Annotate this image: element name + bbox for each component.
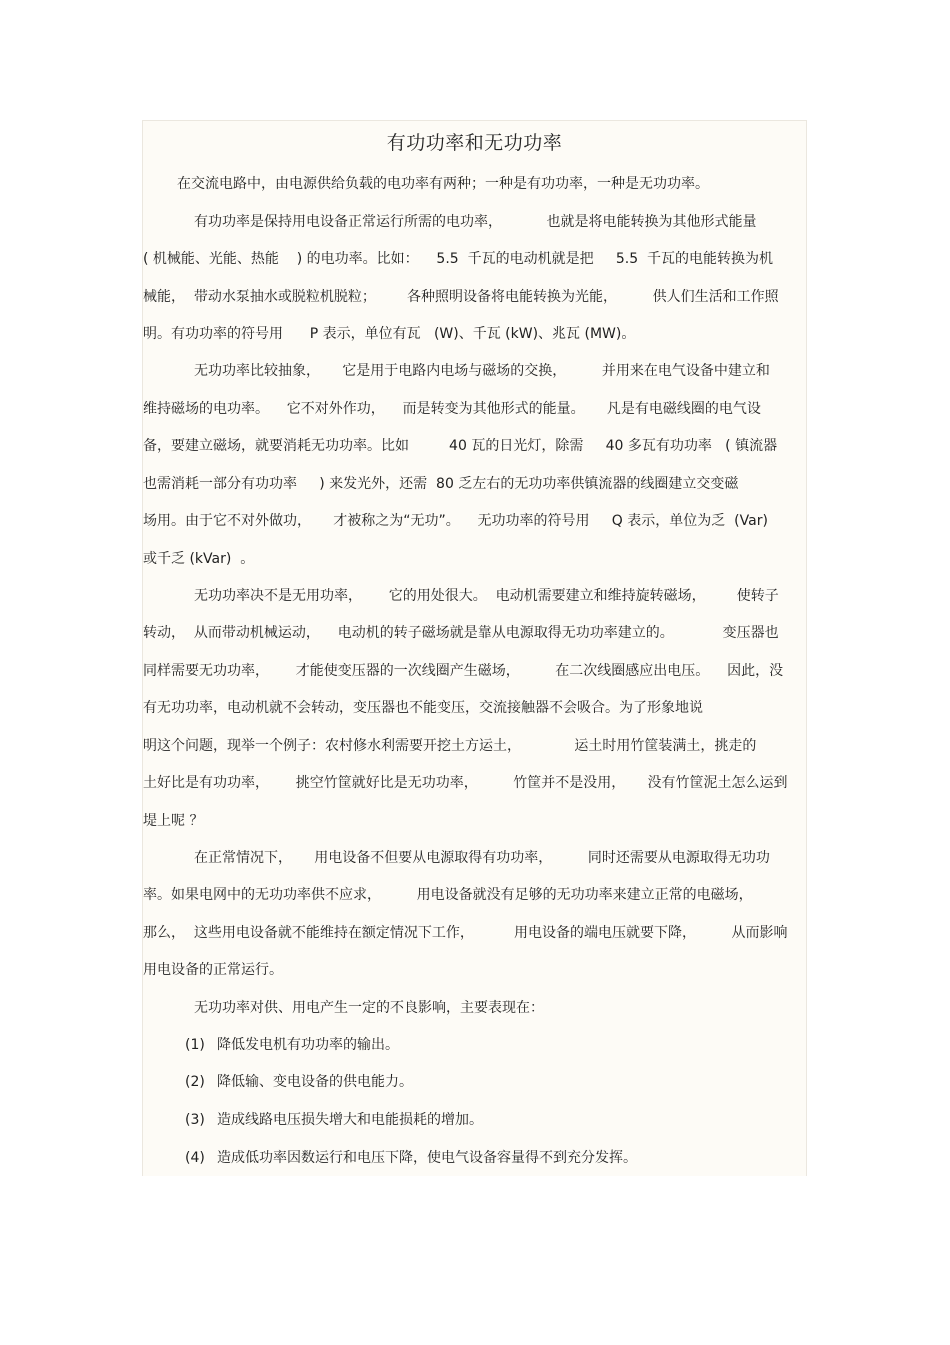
paragraph-line: 明。有功功率的符号用 P 表示，单位有瓦 (W)、千瓦 (kW)、兆瓦 (MW)。 (143, 326, 636, 342)
paragraph-line: 有无功功率，电动机就不会转动，变压器也不能变压，交流接触器不会吸合。为了形象地说 (143, 700, 703, 716)
list-item-text: 降低输、变电设备的供电能力。 (217, 1074, 413, 1090)
paragraph-line: 或千乏 (kVar) 。 (143, 551, 255, 567)
paragraph-line: 明这个问题，现举一个例子：农村修水利需要开挖土方运土， 运土时用竹筐装满土，挑走的 (143, 738, 757, 754)
list-item-number: (4) (185, 1150, 205, 1166)
document-title: 有功功率和无功功率 (386, 132, 563, 154)
list-item-number: (2) (185, 1074, 205, 1090)
list-item-number: (1) (185, 1037, 205, 1053)
list-item (185, 1072, 413, 1092)
paragraph-line: 备，要建立磁场，就要消耗无功功率。比如 40 瓦的日光灯，除需 40 多瓦有功功率 ( 镇流器 (143, 438, 778, 454)
paragraph-line: 转动， 从而带动机械运动， 电动机的转子磁场就是靠从电源取得无功功率建立的。 变压器也 (143, 625, 779, 641)
paragraph-line: 率。如果电网中的无功功率供不应求， 用电设备就没有足够的无功功率来建立正常的电磁场， (143, 887, 753, 903)
paragraph-line: 无功功率对供、用电产生一定的不良影响，主要表现在： (194, 1000, 544, 1016)
paragraph-line: 用电设备的正常运行。 (143, 962, 283, 978)
paragraph-line: 土好比是有功功率， 挑空竹筐就好比是无功功率， 竹筐并不是没用， 没有竹筐泥土怎么运到 (143, 775, 788, 791)
paragraph-line: 无功功率比较抽象， 它是用于电路内电场与磁场的交换， 并用来在电气设备中建立和 (194, 363, 770, 379)
list-item-number: (3) (185, 1112, 205, 1128)
list-item-text: 造成低功率因数运行和电压下降，使电气设备容量得不到充分发挥。 (217, 1150, 637, 1166)
list-item-text: 造成线路电压损失增大和电能损耗的增加。 (217, 1112, 483, 1128)
list-item (185, 1148, 637, 1168)
paragraph-line: 也需消耗一部分有功功率 ) 来发光外，还需 80 乏左右的无功功率供镇流器的线圈建立交变磁 (143, 476, 739, 492)
paragraph-line: 场用。由于它不对外做功， 才被称之为“无功”。 无功功率的符号用 Q 表示，单位为乏 (Var) (143, 513, 768, 529)
list-item-text: 降低发电机有功功率的输出。 (217, 1037, 399, 1053)
list-item (185, 1110, 483, 1130)
paragraph-line: 有功功率是保持用电设备正常运行所需的电功率， 也就是将电能转换为其他形式能量 (194, 214, 757, 230)
paragraph-line: 无功功率决不是无用功率， 它的用处很大。 电动机需要建立和维持旋转磁场， 使转子 (194, 588, 779, 604)
paragraph-line: 堤上呢 ？ (143, 813, 204, 829)
paragraph-line: ( 机械能、光能、热能 ) 的电功率。比如： 5.5 千瓦的电动机就是把 5.5 千瓦的电能转换为机 (143, 251, 774, 267)
paragraph-line: 维持磁场的电功率。 它不对外作功， 而是转变为其他形式的能量。 凡是有电磁线圈的电气设 (143, 401, 761, 417)
paragraph-line: 那么， 这些用电设备就不能维持在额定情况下工作， 用电设备的端电压就要下降， 从而影响 (143, 925, 788, 941)
list-item (185, 1035, 399, 1055)
paragraph-line: 同样需要无功功率， 才能使变压器的一次线圈产生磁场， 在二次线圈感应出电压。 因此，没 (143, 663, 784, 679)
paragraph-line: 在正常情况下， 用电设备不但要从电源取得有功功率， 同时还需要从电源取得无功功 (194, 850, 770, 866)
paragraph-line: 在交流电路中，由电源供给负载的电功率有两种；一种是有功功率，一种是无功功率。 (177, 176, 709, 192)
paragraph-line: 械能， 带动水泵抽水或脱粒机脱粒； 各种照明设备将电能转换为光能， 供人们生活和工作照 (143, 289, 779, 305)
